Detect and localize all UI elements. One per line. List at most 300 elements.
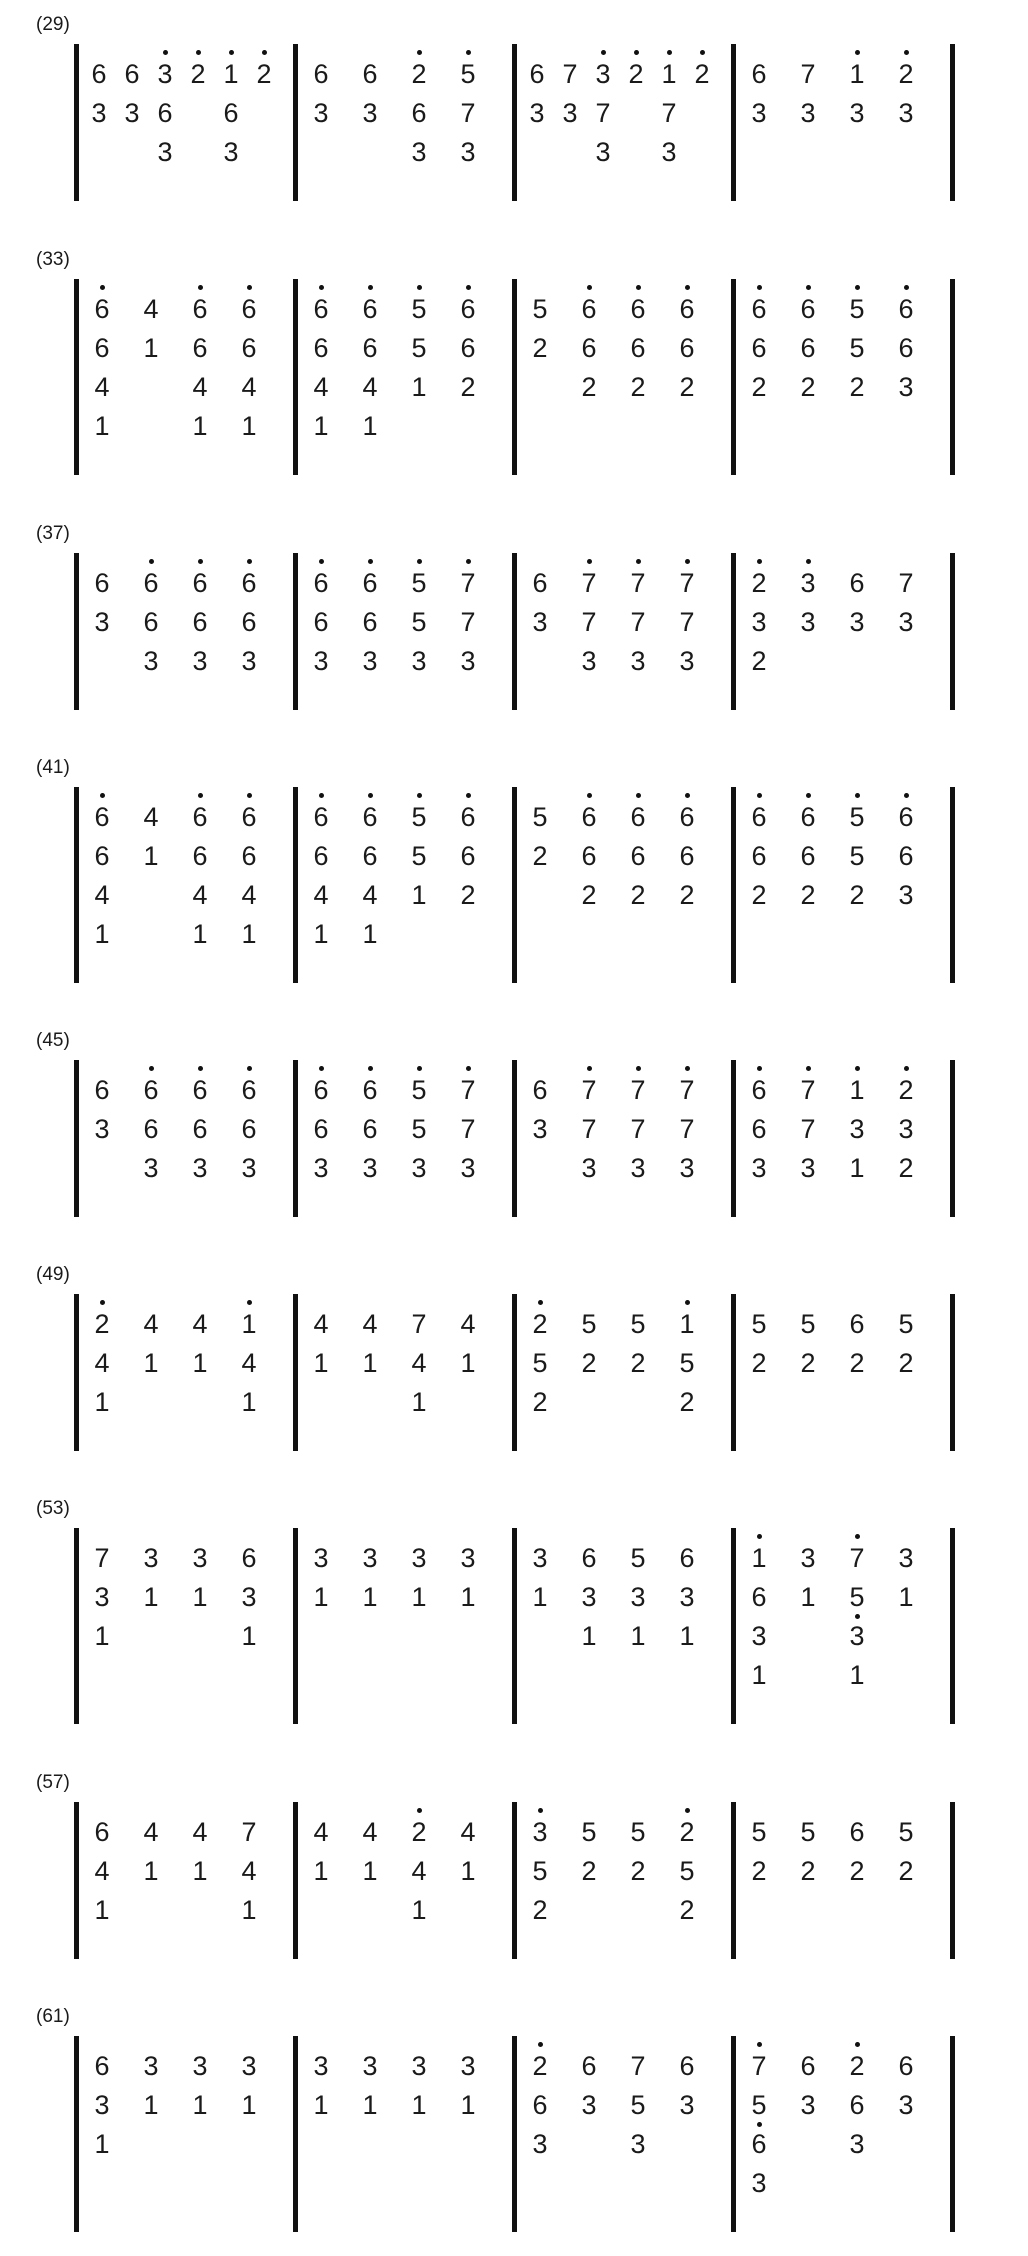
note [744,1817,774,1847]
note-digit: 4 [313,1817,329,1847]
barline [950,1060,955,1217]
note [136,1817,166,1847]
note [891,1075,921,1105]
note [672,607,702,637]
note-digit: 5 [800,1817,816,1847]
note [355,802,385,832]
note-digit: 5 [751,1309,767,1339]
note-digit: 7 [800,59,816,89]
octave-dot-above [685,793,690,798]
note [842,1817,872,1847]
note [306,841,336,871]
note-digit: 3 [630,1153,646,1183]
note [623,1817,653,1847]
note [623,1114,653,1144]
note [672,1114,702,1144]
note-digit: 1 [241,1895,257,1925]
note-digit: 6 [362,607,378,637]
note-digit: 1 [849,59,865,89]
octave-dot-above [319,793,324,798]
octave-dot-above [855,2042,860,2047]
note-digit: 3 [800,98,816,128]
note [355,1817,385,1847]
note [525,2090,555,2120]
note-digit: 2 [849,1856,865,1886]
note-digit: 6 [157,98,173,128]
note-digit: 6 [362,1075,378,1105]
note [150,98,180,128]
staff [0,1060,1028,1217]
note-digit: 1 [241,411,257,441]
note-digit: 3 [241,2051,257,2081]
note-digit: 6 [192,294,208,324]
octave-dot-above [538,2042,543,2047]
note [306,1075,336,1105]
octave-dot-below [757,2122,762,2127]
note [672,294,702,324]
note [793,98,823,128]
note [453,59,483,89]
note-digit: 6 [192,802,208,832]
staff [0,1802,1028,1959]
octave-dot-above [466,793,471,798]
note [185,880,215,910]
note [574,646,604,676]
note [453,1817,483,1847]
note [87,607,117,637]
staff [0,279,1028,475]
note [306,880,336,910]
note [891,1582,921,1612]
note [87,1817,117,1847]
note-digit: 6 [192,841,208,871]
note [234,646,264,676]
note-digit: 1 [411,372,427,402]
note-digit: 4 [192,372,208,402]
octave-dot-above [417,559,422,564]
note-digit: 2 [532,841,548,871]
barline [74,1294,79,1451]
barline [950,279,955,475]
note [623,1856,653,1886]
octave-dot-above [636,1066,641,1071]
barline [950,2036,955,2232]
note [404,607,434,637]
note-digit: 3 [630,646,646,676]
note-digit: 5 [630,1817,646,1847]
note [654,59,684,89]
note-digit: 3 [849,98,865,128]
note-digit: 2 [679,1817,695,1847]
note [136,1348,166,1378]
note-digit: 5 [581,1817,597,1847]
note-digit: 4 [241,1348,257,1378]
note-digit: 6 [529,59,545,89]
barline [74,279,79,475]
octave-dot-above [538,1808,543,1813]
note-digit: 3 [898,1543,914,1573]
note [744,802,774,832]
note-digit: 3 [898,98,914,128]
note-digit: 3 [362,1153,378,1183]
barline [512,1294,517,1451]
note-digit: 6 [898,294,914,324]
barline [74,44,79,201]
note-digit: 2 [898,1153,914,1183]
note [453,646,483,676]
barline [512,2036,517,2232]
note [744,1856,774,1886]
note [355,1309,385,1339]
note-digit: 6 [679,841,695,871]
note-digit: 2 [751,646,767,676]
note-digit: 3 [532,2129,548,2159]
note [623,880,653,910]
note [744,294,774,324]
note [891,2051,921,2081]
note-digit: 1 [241,1621,257,1651]
note-digit: 4 [192,1817,208,1847]
note-digit: 6 [241,294,257,324]
note-digit: 2 [581,372,597,402]
note [672,1543,702,1573]
note [453,880,483,910]
note-digit: 6 [679,294,695,324]
note [623,333,653,363]
note-digit: 6 [751,802,767,832]
octave-dot-above [806,559,811,564]
note-digit: 1 [460,1856,476,1886]
note [623,607,653,637]
note-digit: 2 [751,372,767,402]
octave-dot-above [417,1066,422,1071]
note [574,1543,604,1573]
note [185,1348,215,1378]
measure-number-label: (45) [36,1030,70,1051]
note-digit: 3 [751,2168,767,2198]
note [87,411,117,441]
note [306,607,336,637]
note [525,1114,555,1144]
note-digit: 3 [460,137,476,167]
octave-dot-above [163,50,168,55]
note [588,98,618,128]
note [404,1153,434,1183]
note-digit: 5 [679,1856,695,1886]
note-digit: 6 [241,841,257,871]
octave-dot-above [319,559,324,564]
note [306,802,336,832]
note-digit: 5 [751,2090,767,2120]
note-digit: 6 [223,98,239,128]
measure-number-label: (57) [36,1772,70,1793]
note-digit: 6 [800,294,816,324]
note-digit: 6 [124,59,140,89]
note-digit: 2 [256,59,272,89]
note-digit: 2 [849,1348,865,1378]
note-digit: 6 [143,1114,159,1144]
note-digit: 6 [362,802,378,832]
barline [74,1060,79,1217]
note-digit: 6 [532,1075,548,1105]
note [234,1582,264,1612]
barline [293,1060,298,1217]
note-digit: 6 [679,333,695,363]
note-digit: 5 [581,1309,597,1339]
note [306,2090,336,2120]
note-digit: 5 [849,1582,865,1612]
note-digit: 3 [849,607,865,637]
note [522,98,552,128]
note-digit: 6 [192,607,208,637]
note-digit: 7 [630,568,646,598]
octave-dot-above [685,285,690,290]
note-digit: 7 [581,1114,597,1144]
note-digit: 2 [679,1895,695,1925]
note [306,1114,336,1144]
note [234,294,264,324]
note [672,1895,702,1925]
note-digit: 6 [94,2051,110,2081]
note [793,1309,823,1339]
note [842,2051,872,2081]
note [525,568,555,598]
note-digit: 1 [241,1387,257,1417]
note-digit: 2 [849,372,865,402]
note-digit: 7 [630,2051,646,2081]
note-digit: 5 [411,802,427,832]
note [306,1153,336,1183]
note [404,802,434,832]
note [185,1114,215,1144]
note [744,2090,774,2120]
note-digit: 3 [898,607,914,637]
note [87,1309,117,1339]
note-digit: 3 [581,2090,597,2120]
note-digit: 1 [143,333,159,363]
note-digit: 3 [223,137,239,167]
note-digit: 7 [679,1075,695,1105]
note-digit: 4 [362,1309,378,1339]
note-digit: 3 [800,2090,816,2120]
note-digit: 7 [460,98,476,128]
note [453,1075,483,1105]
note-digit: 7 [460,568,476,598]
octave-dot-above [904,793,909,798]
note [623,1309,653,1339]
note-digit: 2 [898,1856,914,1886]
note-digit: 2 [630,1856,646,1886]
note-digit: 2 [800,880,816,910]
note [404,59,434,89]
note-digit: 3 [679,2090,695,2120]
note-digit: 6 [241,568,257,598]
note [306,568,336,598]
note [306,1582,336,1612]
note-digit: 2 [751,880,767,910]
note [355,1153,385,1183]
note-digit: 4 [362,372,378,402]
note-digit: 1 [581,1621,597,1651]
octave-dot-above [685,1300,690,1305]
octave-dot-above [368,793,373,798]
note [574,568,604,598]
octave-dot-above [319,1066,324,1071]
note [136,802,166,832]
note [793,372,823,402]
note-digit: 4 [143,1817,159,1847]
note [355,1075,385,1105]
note-digit: 1 [362,2090,378,2120]
note [185,1856,215,1886]
note-digit: 1 [94,2129,110,2159]
note-digit: 6 [751,59,767,89]
note [744,59,774,89]
note-digit: 6 [411,98,427,128]
note [744,568,774,598]
note [574,2090,604,2120]
note-digit: 4 [362,1817,378,1847]
note-digit: 5 [532,1856,548,1886]
note [87,880,117,910]
note [355,607,385,637]
octave-dot-above [198,285,203,290]
note-digit: 6 [241,1075,257,1105]
note [842,802,872,832]
note-digit: 6 [460,333,476,363]
barline [512,553,517,710]
barline [74,2036,79,2232]
note [306,294,336,324]
note-digit: 4 [143,294,159,324]
note-digit: 6 [362,841,378,871]
note-digit: 3 [898,2090,914,2120]
note [453,1856,483,1886]
note-digit: 5 [630,1309,646,1339]
note [891,1817,921,1847]
note [574,333,604,363]
note [525,1387,555,1417]
note [234,841,264,871]
note [306,411,336,441]
note [87,568,117,598]
note [234,607,264,637]
barline [293,1528,298,1724]
note [87,1075,117,1105]
octave-dot-above [198,793,203,798]
note-digit: 3 [143,1543,159,1573]
note [891,333,921,363]
note-digit: 6 [751,841,767,871]
note-digit: 3 [411,1543,427,1573]
note [355,841,385,871]
note-digit: 1 [192,1856,208,1886]
note [623,1621,653,1651]
note [744,841,774,871]
note-digit: 1 [751,1543,767,1573]
barline [74,787,79,983]
note [185,372,215,402]
note [842,1348,872,1378]
note [87,333,117,363]
note [87,294,117,324]
octave-dot-above [601,50,606,55]
note [555,98,585,128]
note-digit: 1 [679,1621,695,1651]
note [355,1856,385,1886]
note [234,1075,264,1105]
octave-dot-above [587,285,592,290]
note [84,59,114,89]
note [672,1075,702,1105]
octave-dot-above [466,285,471,290]
note [404,98,434,128]
note-digit: 3 [898,880,914,910]
note [891,1153,921,1183]
note [574,607,604,637]
note-digit: 1 [313,1582,329,1612]
note-digit: 3 [460,2051,476,2081]
note-digit: 1 [411,880,427,910]
note-digit: 5 [532,1348,548,1378]
note-digit: 3 [192,2051,208,2081]
note-digit: 4 [143,802,159,832]
note [623,1582,653,1612]
note-digit: 2 [581,880,597,910]
note-digit: 5 [898,1817,914,1847]
note [87,1348,117,1378]
note-digit: 6 [313,841,329,871]
note-digit: 3 [192,1153,208,1183]
note [793,1075,823,1105]
note [87,2051,117,2081]
note [185,1153,215,1183]
note [672,646,702,676]
note-digit: 4 [192,880,208,910]
note-digit: 3 [751,607,767,637]
note-digit: 5 [411,1114,427,1144]
note-digit: 6 [898,333,914,363]
note-digit: 3 [849,1621,865,1651]
note-digit: 3 [460,1153,476,1183]
note [842,1309,872,1339]
note [744,1114,774,1144]
note-digit: 3 [529,98,545,128]
octave-dot-above [368,285,373,290]
note [574,1582,604,1612]
note-digit: 7 [460,607,476,637]
note-digit: 6 [679,1543,695,1573]
note [793,802,823,832]
measure-number-label: (61) [36,2006,70,2027]
note [574,1621,604,1651]
note [842,294,872,324]
note [404,1895,434,1925]
note [216,59,246,89]
note-digit: 1 [411,1895,427,1925]
note-digit: 4 [241,1856,257,1886]
note [842,1075,872,1105]
note [306,919,336,949]
note [744,2129,774,2159]
note [525,607,555,637]
note [525,1817,555,1847]
barline [950,787,955,983]
barline [293,44,298,201]
note [185,1309,215,1339]
note-digit: 6 [94,802,110,832]
octave-dot-above [685,1808,690,1813]
